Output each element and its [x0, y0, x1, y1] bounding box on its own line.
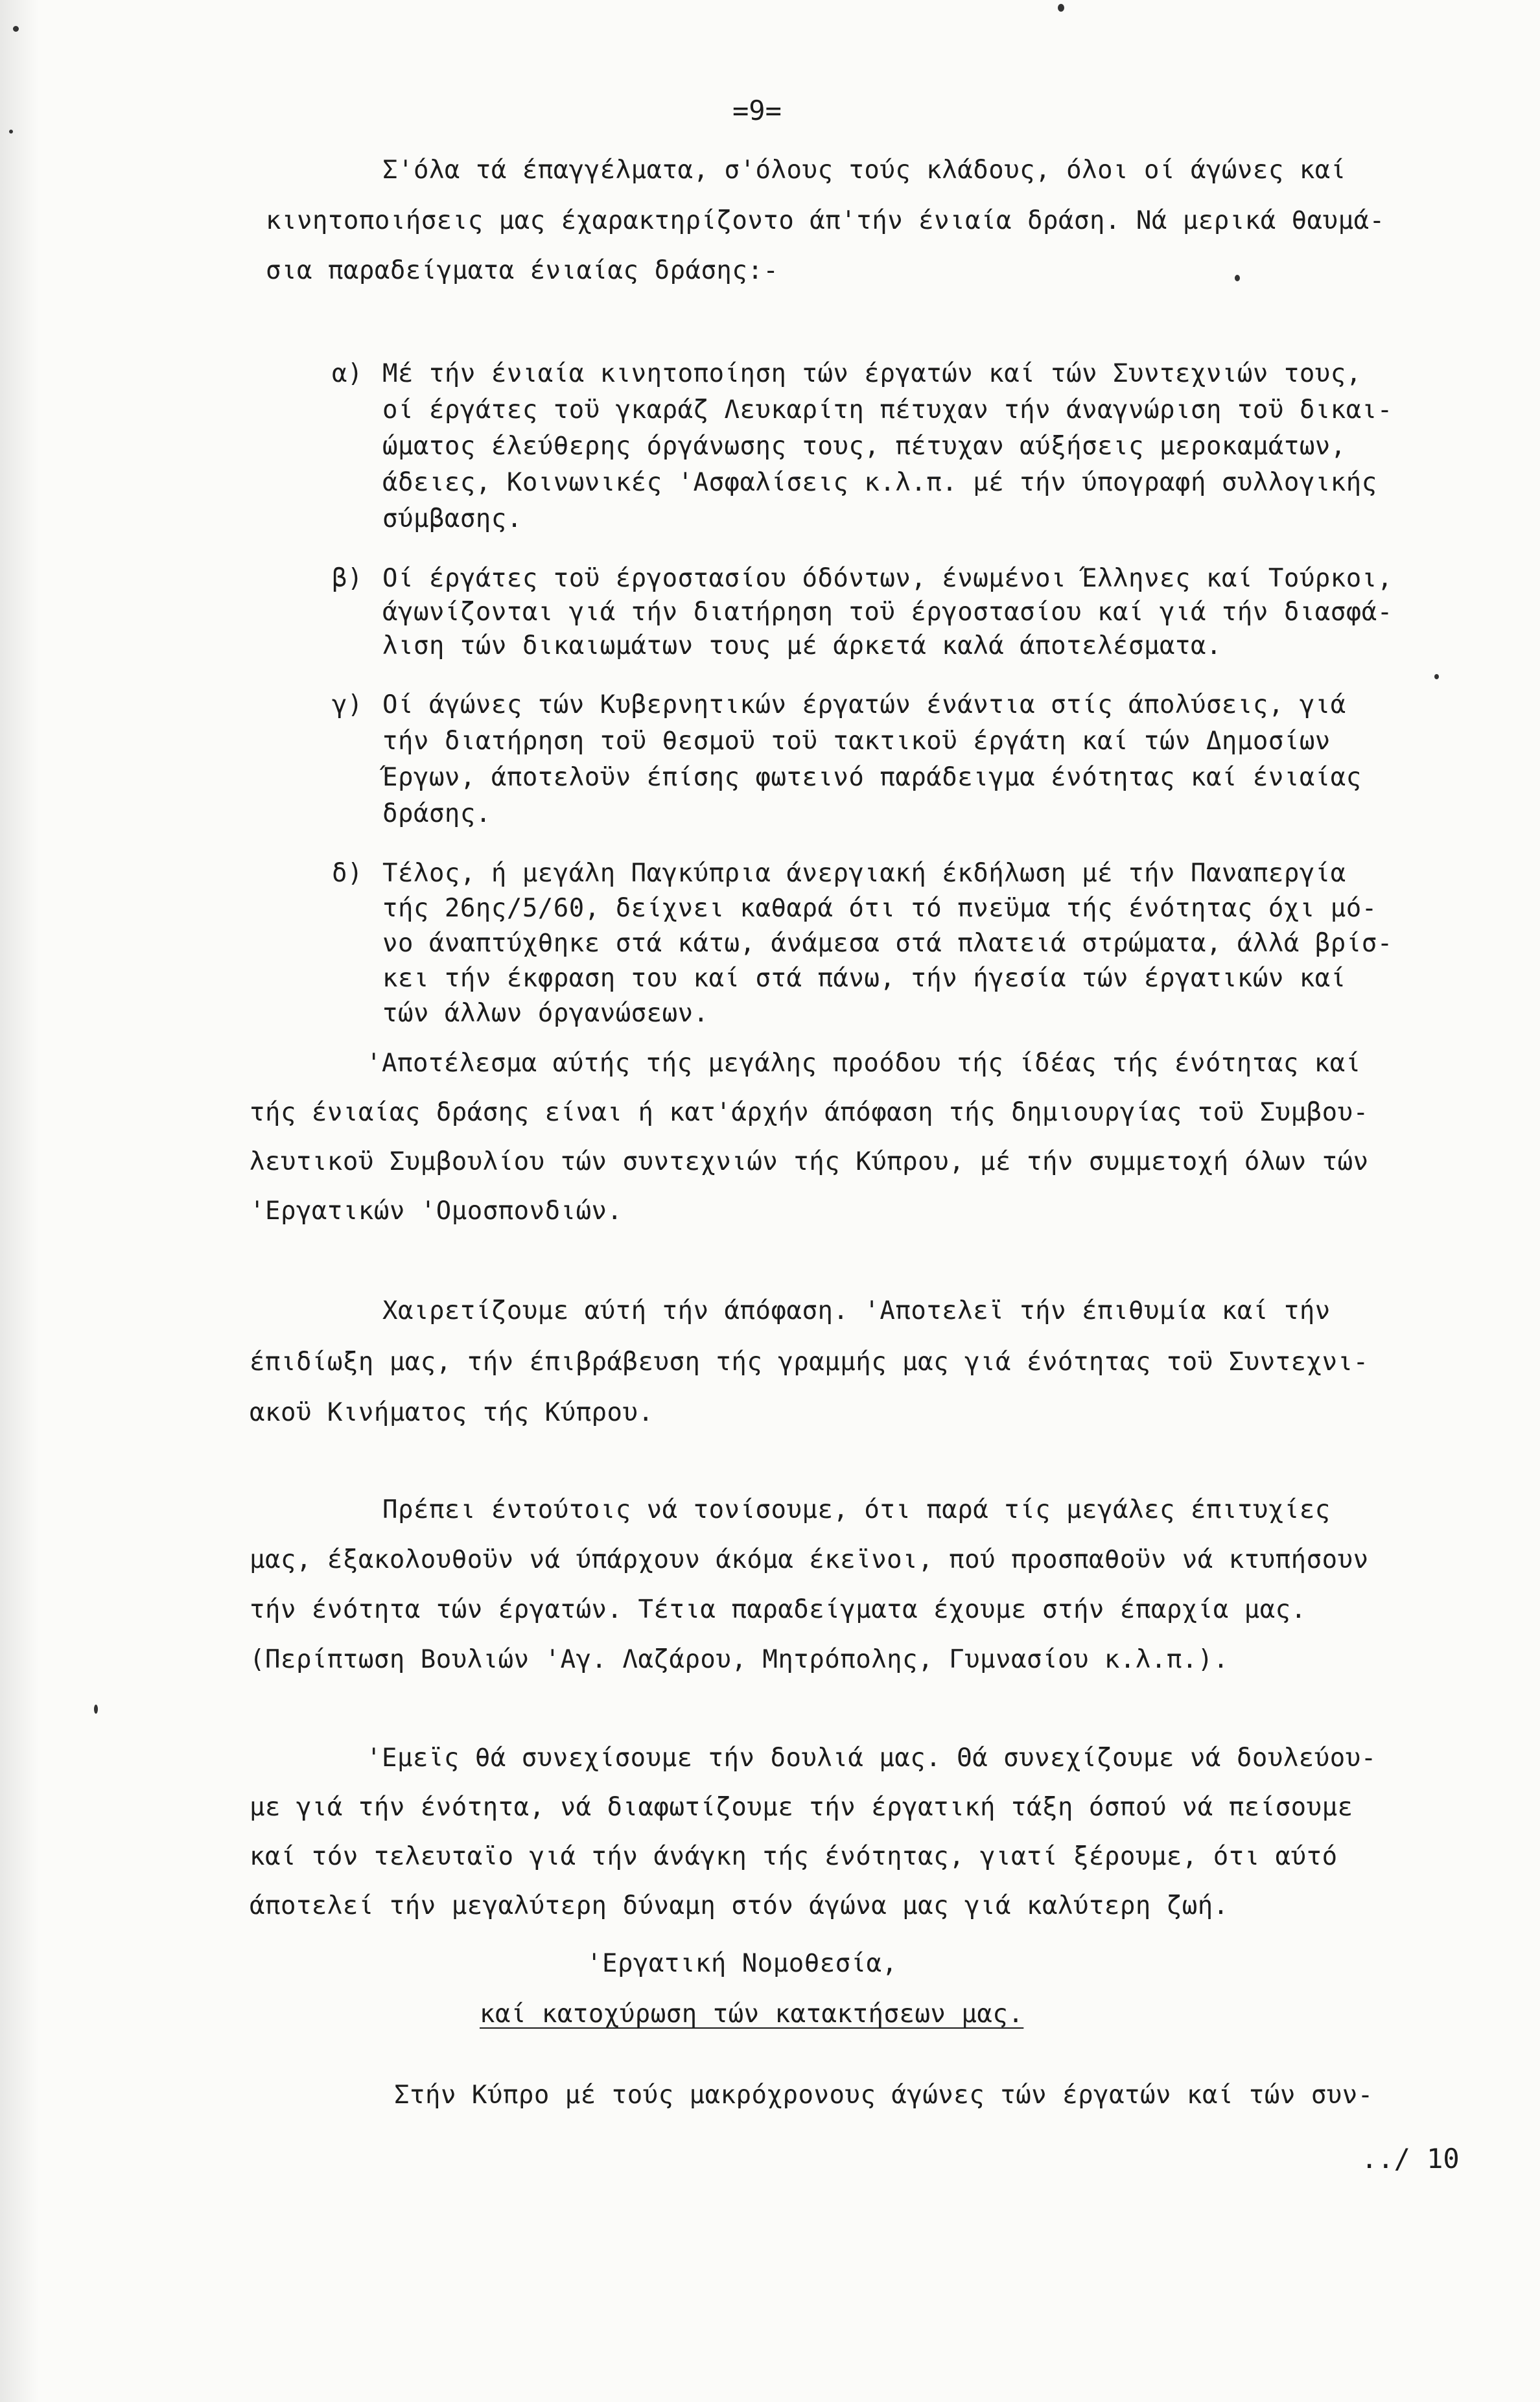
item-d-line-1: Τέλος, ή μεγάλη Παγκύπρια άνεργιακή έκδήλωση μέ τήν Παναπεργία: [382, 859, 1346, 888]
item-d-line-4: κει τήν έκφραση του καί στά πάνω, τήν ήγεσία τών έργατικών καί: [382, 964, 1346, 993]
section-heading-line-2: καί κατοχύρωση τών κατακτήσεων μας.: [480, 2000, 1024, 2029]
we-line-1: 'Εμεϊς θά συνεχίσουμε τήν δουλιά μας. Θά συνεχίζουμε νά δουλεύου-: [366, 1743, 1377, 1773]
continuation-marker: ../ 10: [1361, 2143, 1460, 2175]
item-a-marker: α): [332, 359, 363, 388]
must-line-4: (Περίπτωση Βουλιών 'Αγ. Λαζάρου, Μητρόπολης, Γυμνασίου κ.λ.π.).: [250, 1645, 1229, 1674]
must-line-2: μας, έξακολουθοϋν νά ύπάρχουν άκόμα έκεϊνοι, πού προσπαθοϋν νά κτυπήσουν: [250, 1545, 1369, 1574]
item-b-line-2: άγωνίζονται γιά τήν διατήρηση τοϋ έργοστασίου καί γιά τήν διασφά-: [382, 598, 1393, 627]
result-line-3: λευτικοϋ Συμβουλίου τών συντεχνιών τής Κύπρου, μέ τήν συμμετοχή όλων τών: [250, 1147, 1369, 1176]
must-line-1: Πρέπει έντούτοις νά τονίσουμε, ότι παρά τίς μεγάλες έπιτυχίες: [382, 1495, 1331, 1524]
scan-speck: [94, 1705, 98, 1714]
item-b-line-3: λιση τών δικαιωμάτων τους μέ άρκετά καλά άποτελέσματα.: [382, 631, 1222, 660]
item-c-marker: γ): [332, 690, 363, 719]
scan-speck: [1434, 674, 1439, 679]
item-c-line-2: τήν διατήρηση τοϋ θεσμοϋ τοϋ τακτικοϋ έργάτη καί τών Δημοσίων: [382, 727, 1331, 756]
item-a-line-1: Μέ τήν ένιαία κινητοποίηση τών έργατών καί τών Συντεχνιών τους,: [382, 359, 1362, 388]
greet-line-3: ακοϋ Κινήματος τής Κύπρου.: [250, 1398, 654, 1427]
result-line-4: 'Εργατικών 'Ομοσπονδιών.: [250, 1196, 623, 1226]
we-line-2: με γιά τήν ένότητα, νά διαφωτίζουμε τήν έργατική τάξη όσπού νά πείσουμε: [250, 1793, 1353, 1822]
section-heading-line-1: 'Εργατική Νομοθεσία,: [587, 1949, 898, 1978]
scan-speck: [13, 26, 19, 32]
scan-speck: [1058, 4, 1064, 12]
item-a-line-4: άδειες, Κοινωνικές 'Ασφαλίσεις κ.λ.π. μέ τήν ύπογραφή συλλογικής: [382, 468, 1377, 497]
item-d-line-5: τών άλλων όργανώσεων.: [382, 999, 709, 1028]
we-line-3: καί τόν τελευταϊο γιά τήν άνάγκη τής ένότητας, γιατί ξέρουμε, ότι αύτό: [250, 1842, 1338, 1871]
item-b-marker: β): [332, 564, 363, 593]
scan-shadow: [0, 0, 39, 2402]
item-a-line-2: οί έργάτες τοϋ γκαράζ Λευκαρίτη πέτυχαν τήν άναγνώριση τοϋ δικαι-: [382, 395, 1393, 425]
greet-line-2: έπιδίωξη μας, τήν έπιβράβευση τής γραμμής μας γιά ένότητας τοϋ Συντεχνι-: [250, 1347, 1369, 1377]
item-d-line-3: νο άναπτύχθηκε στά κάτω, άνάμεσα στά πλατειά στρώματα, άλλά βρίσ-: [382, 929, 1393, 958]
item-c-line-1: Οί άγώνες τών Κυβερνητικών έργατών ένάντια στίς άπολύσεις, γιά: [382, 690, 1346, 719]
intro-line-1: Σ'όλα τά έπαγγέλματα, σ'όλους τούς κλάδους, όλοι οί άγώνες καί: [382, 156, 1346, 185]
must-line-3: τήν ένότητα τών έργατών. Τέτια παραδείγματα έχουμε στήν έπαρχία μας.: [250, 1595, 1307, 1624]
item-b-line-1: Οί έργάτες τοϋ έργοστασίου όδόντων, ένωμένοι Έλληνες καί Τούρκοι,: [382, 564, 1393, 593]
scan-speck: [9, 130, 13, 134]
item-d-line-2: τής 26ης/5/60, δείχνει καθαρά ότι τό πνεϋμα τής ένότητας όχι μό-: [382, 894, 1377, 923]
result-line-1: 'Αποτέλεσμα αύτής τής μεγάλης προόδου τής ίδέας τής ένότητας καί: [366, 1049, 1361, 1078]
item-a-line-3: ώματος έλεύθερης όργάνωσης τους, πέτυχαν αύξήσεις μεροκαμάτων,: [382, 432, 1346, 461]
intro-line-3: σια παραδείγματα ένιαίας δράσης:-: [266, 256, 779, 285]
last-line-1: Στήν Κύπρο μέ τούς μακρόχρονους άγώνες τών έργατών καί τών συν-: [394, 2081, 1373, 2110]
scan-speck: [1235, 275, 1240, 281]
we-line-4: άποτελεί τήν μεγαλύτερη δύναμη στόν άγώνα μας γιά καλύτερη ζωή.: [250, 1891, 1229, 1920]
greet-line-1: Χαιρετίζουμε αύτή τήν άπόφαση. 'Αποτελεϊ τήν έπιθυμία καί τήν: [382, 1296, 1331, 1325]
item-c-line-4: δράσης.: [382, 799, 491, 828]
item-a-line-5: σύμβασης.: [382, 504, 522, 533]
intro-line-2: κινητοποιήσεις μας έχαρακτηρίζοντο άπ'τήν ένιαία δράση. Νά μερικά θαυμά-: [266, 206, 1385, 235]
result-line-2: τής ένιαίας δράσης είναι ή κατ'άρχήν άπόφαση τής δημιουργίας τοϋ Συμβου-: [250, 1098, 1369, 1127]
page-number: =9=: [732, 95, 782, 126]
item-c-line-3: Έργων, άποτελοϋν έπίσης φωτεινό παράδειγμα ένότητας καί ένιαίας: [382, 763, 1362, 792]
item-d-marker: δ): [332, 859, 363, 888]
